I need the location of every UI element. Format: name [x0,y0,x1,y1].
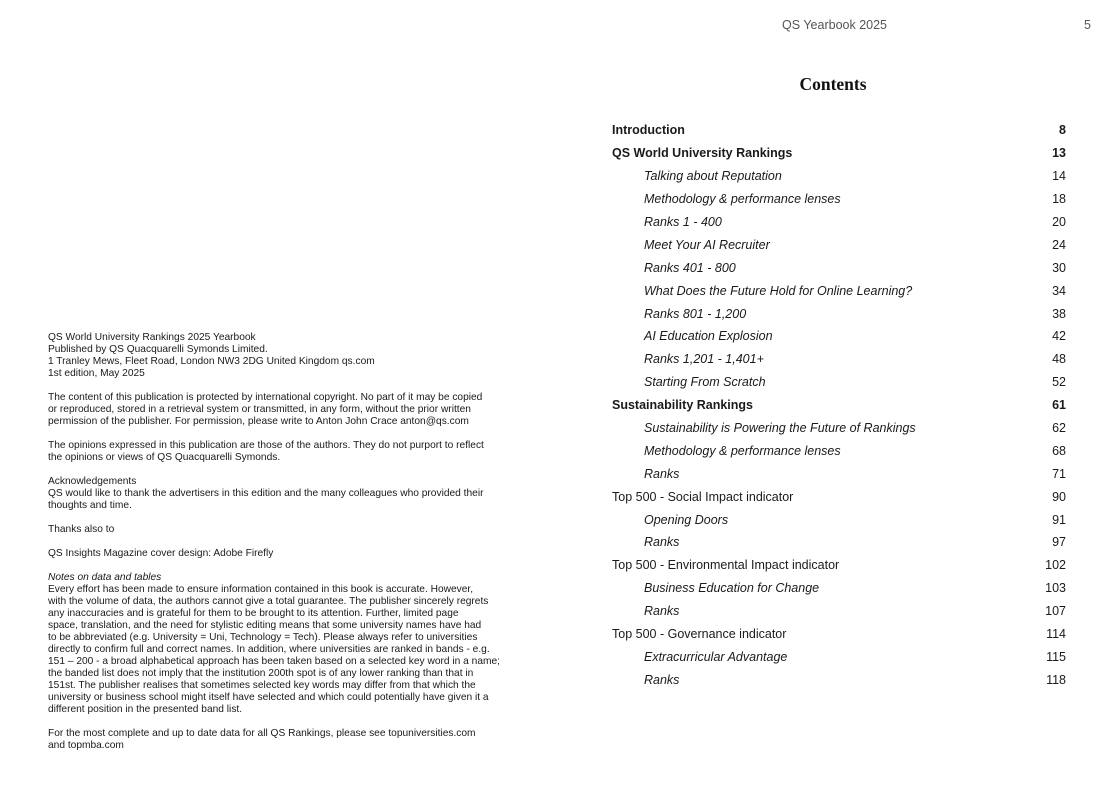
toc-entry-title: Meet Your AI Recruiter [644,237,770,252]
toc-entry [612,417,1066,440]
toc-entry-title: Ranks [644,535,680,550]
toc-entry-title: Sustainability Rankings [612,398,754,413]
imprint-block [48,332,518,764]
toc-entry-page: 13 [1052,146,1066,161]
toc-entry-page: 118 [1046,672,1066,687]
toc-entry-page: 97 [1052,535,1066,550]
contents-heading: Contents [799,74,867,94]
notes-line: with the volume of data, the authors cannot give a total guarantee. The publisher sincerely regrets [48,596,489,607]
publication-line: QS World University Rankings 2025 Yearbook [48,332,256,343]
toc-entry-title: Ranks 1 - 400 [644,215,722,229]
opinions-disclaimer [48,440,518,464]
notes-line: to be abbreviated (e.g. University = Uni, Technology = Tech). Please always refer to universities [48,632,478,643]
notes-line: university or business school might itself have selected and which could potentially have given it a [48,692,489,703]
toc-entry-page: 107 [1045,604,1066,619]
toc-entry-page: 24 [1052,237,1066,252]
toc-entry [612,394,1066,417]
toc-entry-title: Opening Doors [644,512,729,527]
toc-entry [612,645,1066,668]
toc-entry [612,371,1066,394]
toc-entry [612,279,1066,302]
publication-line: Published by QS Quacquarelli Symonds Limited. [48,344,268,355]
toc-entry [612,119,1066,142]
notes-line: the banded list does not imply that the institution 200th spot is of any lower ranking than that in [48,668,474,679]
toc-entry-page: 90 [1052,489,1066,504]
toc-entry-title: Top 500 - Environmental Impact indicator [612,558,840,573]
toc-entry-page: 61 [1052,398,1066,413]
toc-entry-page: 8 [1059,123,1066,138]
toc-entry-title: Top 500 - Social Impact indicator [612,489,794,504]
table-of-contents [612,119,1066,691]
toc-entry [612,165,1066,188]
toc-entry-title: Methodology & performance lenses [644,443,841,458]
toc-entry-page: 34 [1052,283,1066,298]
toc-entry-title: Ranks [644,466,680,481]
toc-entry-title: What Does the Future Hold for Online Learning? [644,283,913,298]
toc-entry [612,623,1066,646]
opinions-line: the opinions or views of QS Quacquarelli Symonds. [48,452,281,463]
toc-entry [612,348,1066,371]
acknowledgements-line: Acknowledgements [48,476,137,487]
toc-entry-title: Introduction [612,123,685,138]
publication-line: 1st edition, May 2025 [48,368,145,379]
notes-line: space, translation, and the need for stylistic editing means that some university names have had [48,620,482,631]
toc-entry [612,302,1066,325]
cover-design-credit: QS Insights Magazine cover design: Adobe Firefly [48,548,274,559]
toc-entry-page: 38 [1052,306,1066,321]
notes-line: different position in the presented band list. [48,704,243,715]
copyright-line: The content of this publication is protected by international copyright. No part of it may be copied [48,392,483,403]
toc-entry-page: 103 [1045,581,1066,596]
toc-entry [612,188,1066,211]
toc-entry-title: Methodology & performance lenses [644,192,841,207]
toc-entry-title: Talking about Reputation [644,169,782,184]
toc-entry-title: Top 500 - Governance indicator [612,627,787,642]
publication-details [48,332,518,380]
notes-line: any inaccuracies and is grateful for them to be brought to its attention. Further, limited page [48,608,459,619]
copyright-notice [48,392,518,428]
closing-note [48,728,518,752]
closing-line: For the most complete and up to date data for all QS Rankings, please see topuniversities.com [48,728,476,739]
toc-entry [612,142,1066,165]
acknowledgements-line: thoughts and time. [48,500,132,511]
page-number: 5 [1084,18,1091,32]
toc-entry [612,485,1066,508]
toc-entry-title: Ranks 401 - 800 [644,260,736,275]
toc-entry-title: Ranks [644,604,680,619]
toc-entry-title: Ranks [644,672,680,687]
toc-entry-title: Extracurricular Advantage [644,649,788,664]
toc-entry [612,439,1066,462]
notes-line: Every effort has been made to ensure information contained in this book is accurate. However, [48,584,474,595]
toc-entry [612,462,1066,485]
toc-entry [612,325,1066,348]
toc-entry-page: 91 [1052,512,1066,527]
acknowledgements [48,476,518,512]
toc-entry-page: 68 [1052,443,1066,458]
toc-entry-page: 71 [1052,466,1066,481]
toc-entry-title: Business Education for Change [644,581,820,596]
toc-entry [612,211,1066,234]
copyright-line: permission of the publisher. For permission, please write to Anton John Crace anton@qs.com [48,416,469,427]
toc-entry-page: 48 [1052,352,1066,367]
opinions-line: The opinions expressed in this publication are those of the authors. They do not purport to reflect [48,440,484,451]
notes-heading: Notes on data and tables [48,572,162,583]
toc-entry-page: 52 [1052,375,1066,390]
toc-entry [612,531,1066,554]
publication-line: 1 Tranley Mews, Fleet Road, London NW3 2DG United Kingdom qs.com [48,356,375,367]
toc-entry-page: 18 [1052,192,1066,207]
toc-entry-page: 42 [1052,329,1066,344]
toc-entry-page: 14 [1052,169,1066,184]
toc-entry [612,233,1066,256]
toc-entry-title: QS World University Rankings [612,146,793,161]
toc-entry-title: Ranks 1,201 - 1,401+ [644,352,764,367]
running-header-title: QS Yearbook 2025 [782,18,887,32]
toc-entry-title: AI Education Explosion [644,329,773,344]
toc-entry [612,577,1066,600]
closing-line: and topmba.com [48,740,124,751]
toc-entry-title: Ranks 801 - 1,200 [644,306,747,321]
acknowledgements-line: QS would like to thank the advertisers in this edition and the many colleagues who provided their [48,488,484,499]
notes-on-data [48,572,518,716]
copyright-line: or reproduced, stored in a retrieval system or transmitted, in any form, without the prior written [48,404,471,415]
toc-entry-page: 20 [1052,215,1066,229]
notes-line: directly to confirm full and correct names. In addition, where universities are ranked in bands - e.g. [48,644,490,655]
toc-entry-page: 30 [1052,260,1066,275]
toc-entry-page: 102 [1045,558,1066,573]
toc-entry [612,508,1066,531]
toc-entry [612,600,1066,623]
toc-entry [612,256,1066,279]
toc-entry [612,668,1066,691]
toc-entry-title: Sustainability is Powering the Future of Rankings [644,421,916,436]
toc-entry-title: Starting From Scratch [644,375,766,390]
toc-entry [612,554,1066,577]
notes-line: 151 – 200 - a broad alphabetical approach has been taken based on a selected key word in a name; [48,656,500,667]
notes-line: 151st. The publisher realises that sometimes selected key words may differ from that which the [48,680,476,691]
toc-entry-page: 62 [1052,421,1066,436]
toc-entry-page: 115 [1046,649,1066,664]
toc-entry-page: 114 [1046,627,1066,642]
thanks-text: Thanks also to [48,524,115,535]
